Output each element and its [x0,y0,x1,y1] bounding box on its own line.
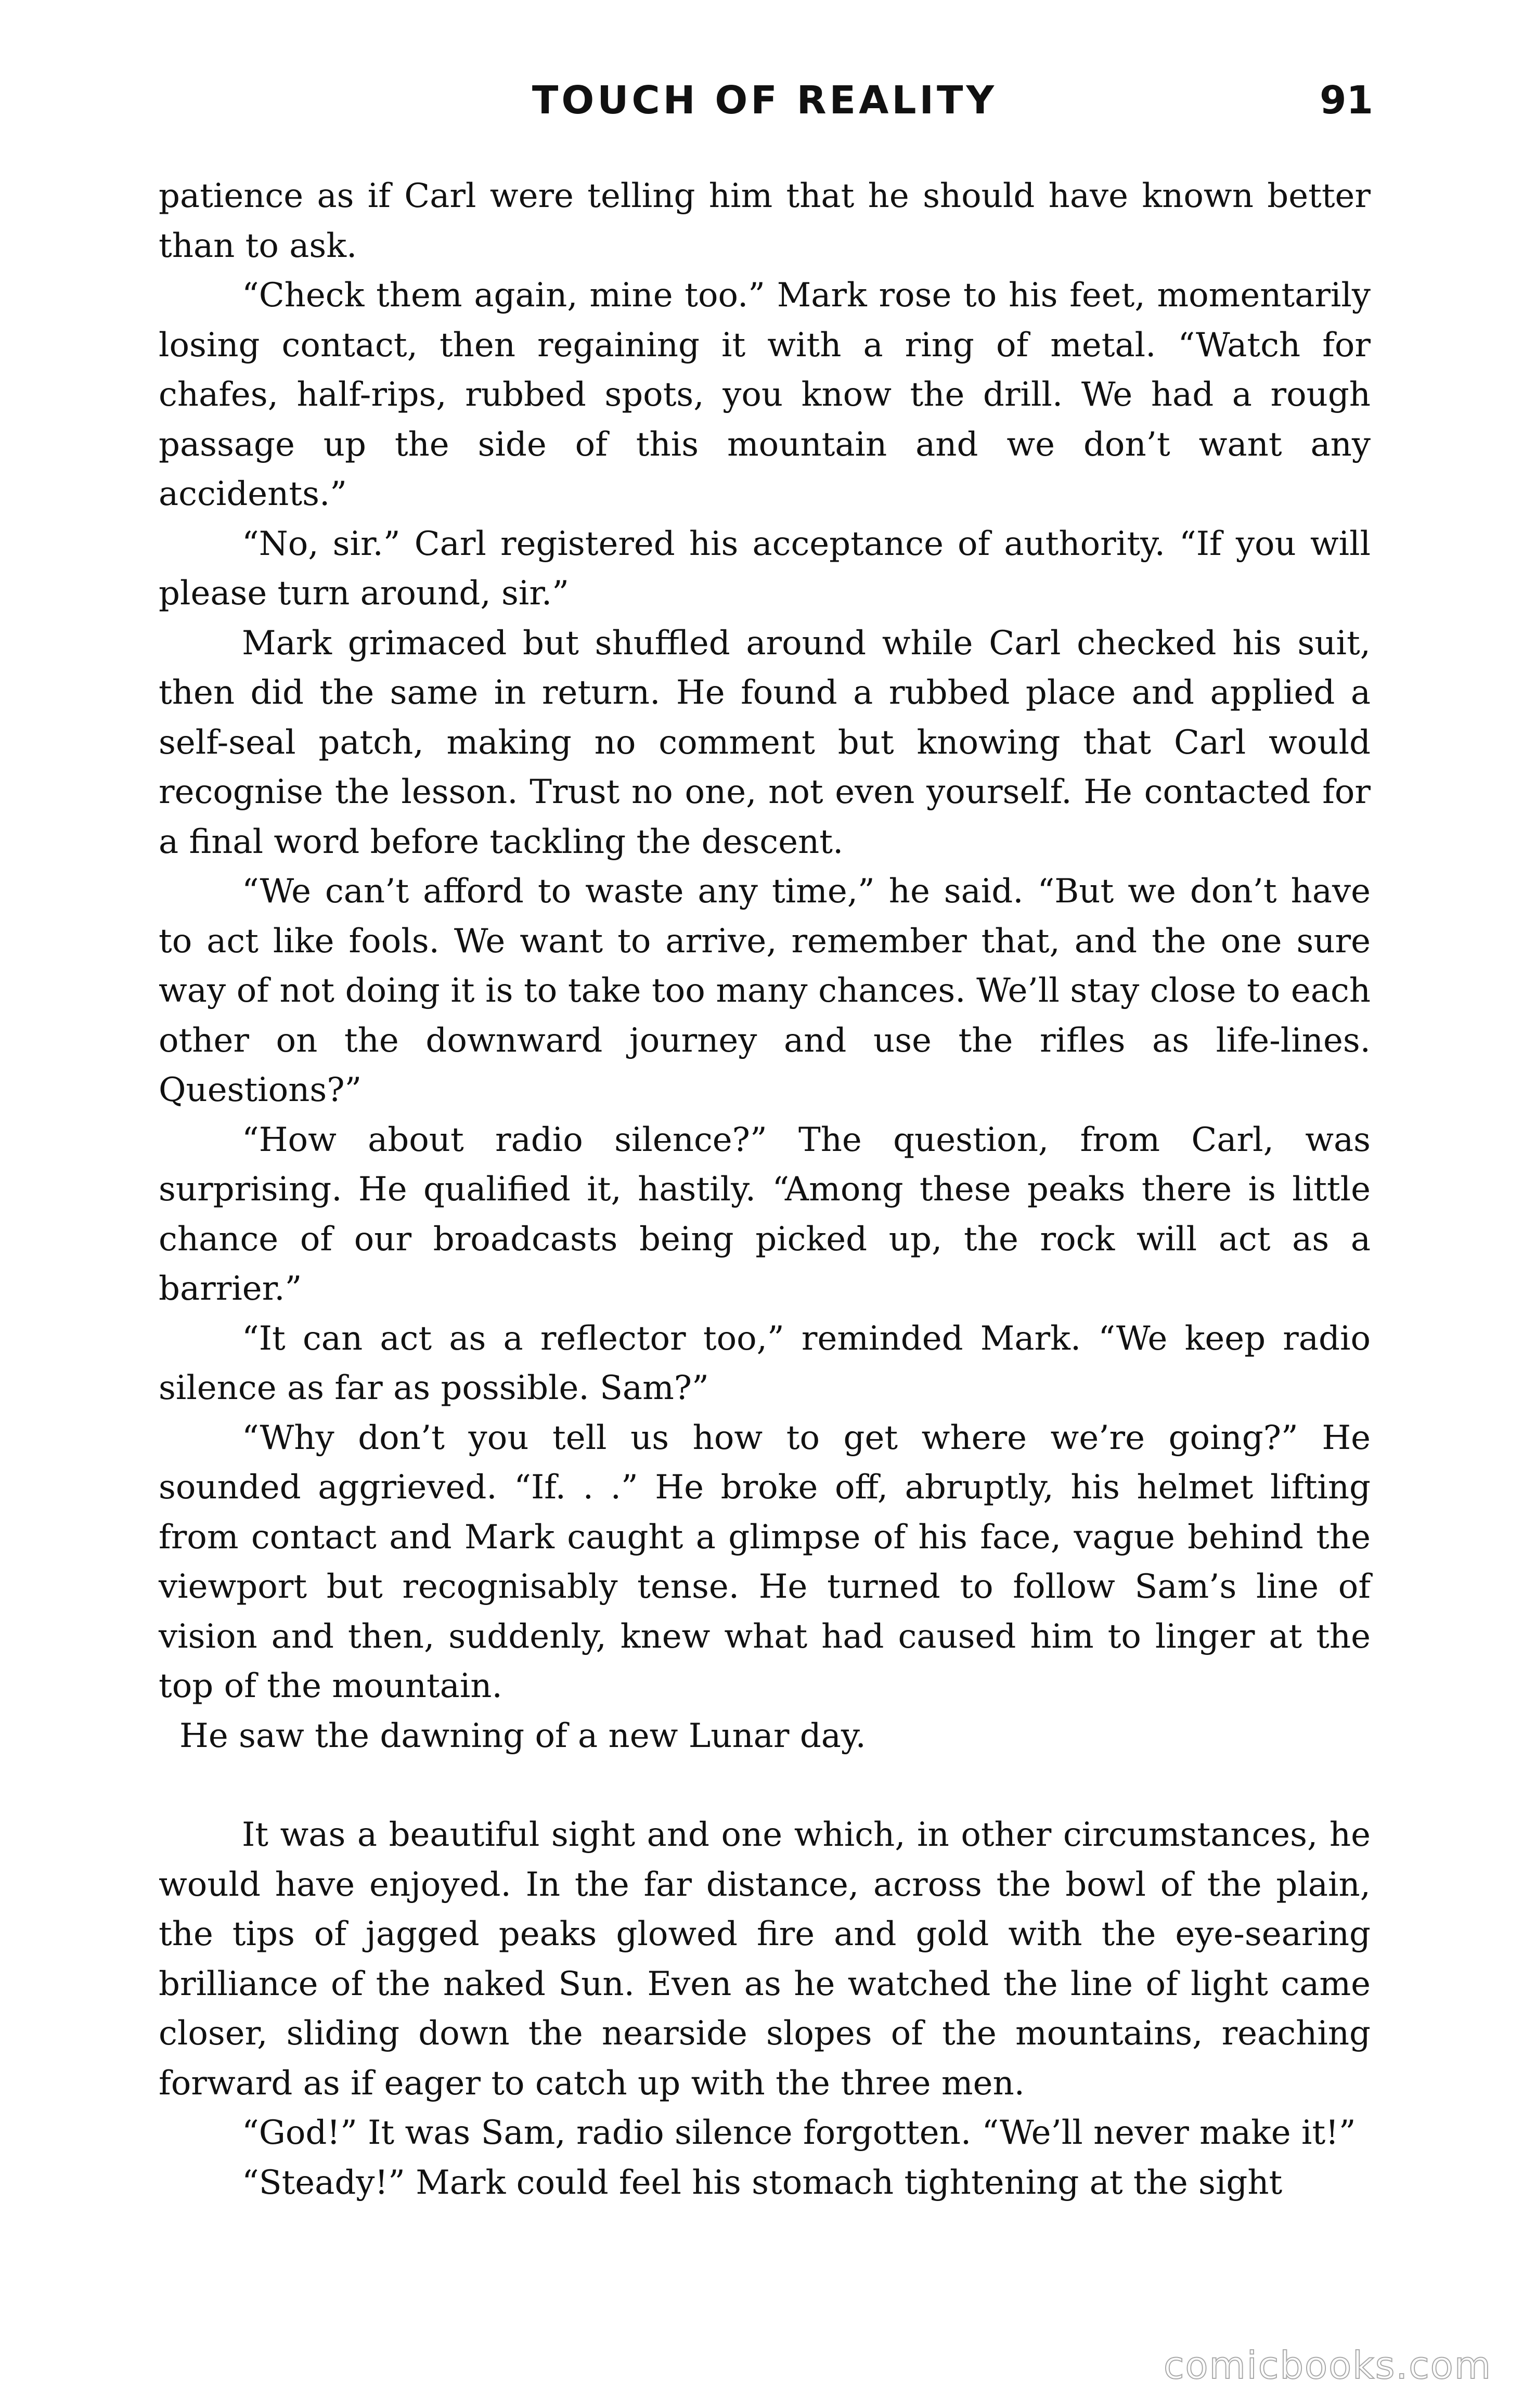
paragraph: “Steady!” Mark could feel his stomach tightening at the sight [242,2163,1283,2202]
running-title: TOUCH OF REALITY [532,78,998,123]
paragraph: He saw the dawning of a new Lunar day. [179,1716,866,1755]
paragraph: “How about radio silence?” The question, from Carl, was surprising. He qualified it, hastily. “Among these peaks there is little chance of our broadcasts being picked up, the rock will act as a barrier.” [159,1120,1371,1308]
watermark: comicbooks.com [1163,2344,1492,2387]
paragraph: Mark grimaced but shuffled around while Carl checked his suit, then did the same in return. He found a rubbed place and applied a self-seal patch, making no comment but knowing that Carl would recognise the lesson. Trust no one, not even yourself. He contacted for a final word before tackling the descent. [159,624,1371,861]
paragraph: “Why don’t you tell us how to get where we’re going?” He sounded aggrieved. “If. . .” He broke off, abruptly, his helmet lifting from contact and Mark caught a glimpse of his face, vague behind the viewport but recognisably tense. He turned to follow Sam’s line of vision and then, suddenly, knew what had caused him to linger at the top of the mountain. [159,1418,1371,1705]
paragraph: “We can’t afford to waste any time,” he said. “But we don’t have to act like fools. We want to arrive, remember that, and the one sure way of not doing it is to take too many chances. We’ll stay close to each other on the downward journey and use the rifles as life-lines. Questions?” [159,872,1371,1109]
paragraph: “God!” It was Sam, radio silence forgotten. “We’ll never make it!” [242,2114,1356,2152]
paragraph-continued: patience as if Carl were telling him that he should have known better than to ask. [159,177,1371,265]
paragraph: “Check them again, mine too.” Mark rose to his feet, momentarily losing contact, then regaining it with a ring of metal. “Watch for chafes, half-rips, rubbed spots, you know the drill. We had a rough passage up the side of this mountain and we don’t want any accidents.” [159,276,1371,513]
paragraph: “No, sir.” Carl registered his acceptance of authority. “If you will please turn around, sir.” [159,524,1371,613]
paragraph-section-start: It was a beautiful sight and one which, in other circumstances, he would have enjoyed. In the far distance, across the bowl of the plain, the tips of jagged peaks glowed fire and gold with the eye-searing brilliance of the naked Sun. Even as he watched the line of light came closer, sliding down the nearside slopes of the mountains, reaching forward as if eager to catch up with the three men. [159,1816,1371,2103]
running-head [156,78,1373,135]
paragraph: “It can act as a reflector too,” reminded Mark. “We keep radio silence as far as possible. Sam?” [159,1319,1371,1407]
page-number: 91 [1320,78,1373,123]
body-text [159,172,1371,2208]
